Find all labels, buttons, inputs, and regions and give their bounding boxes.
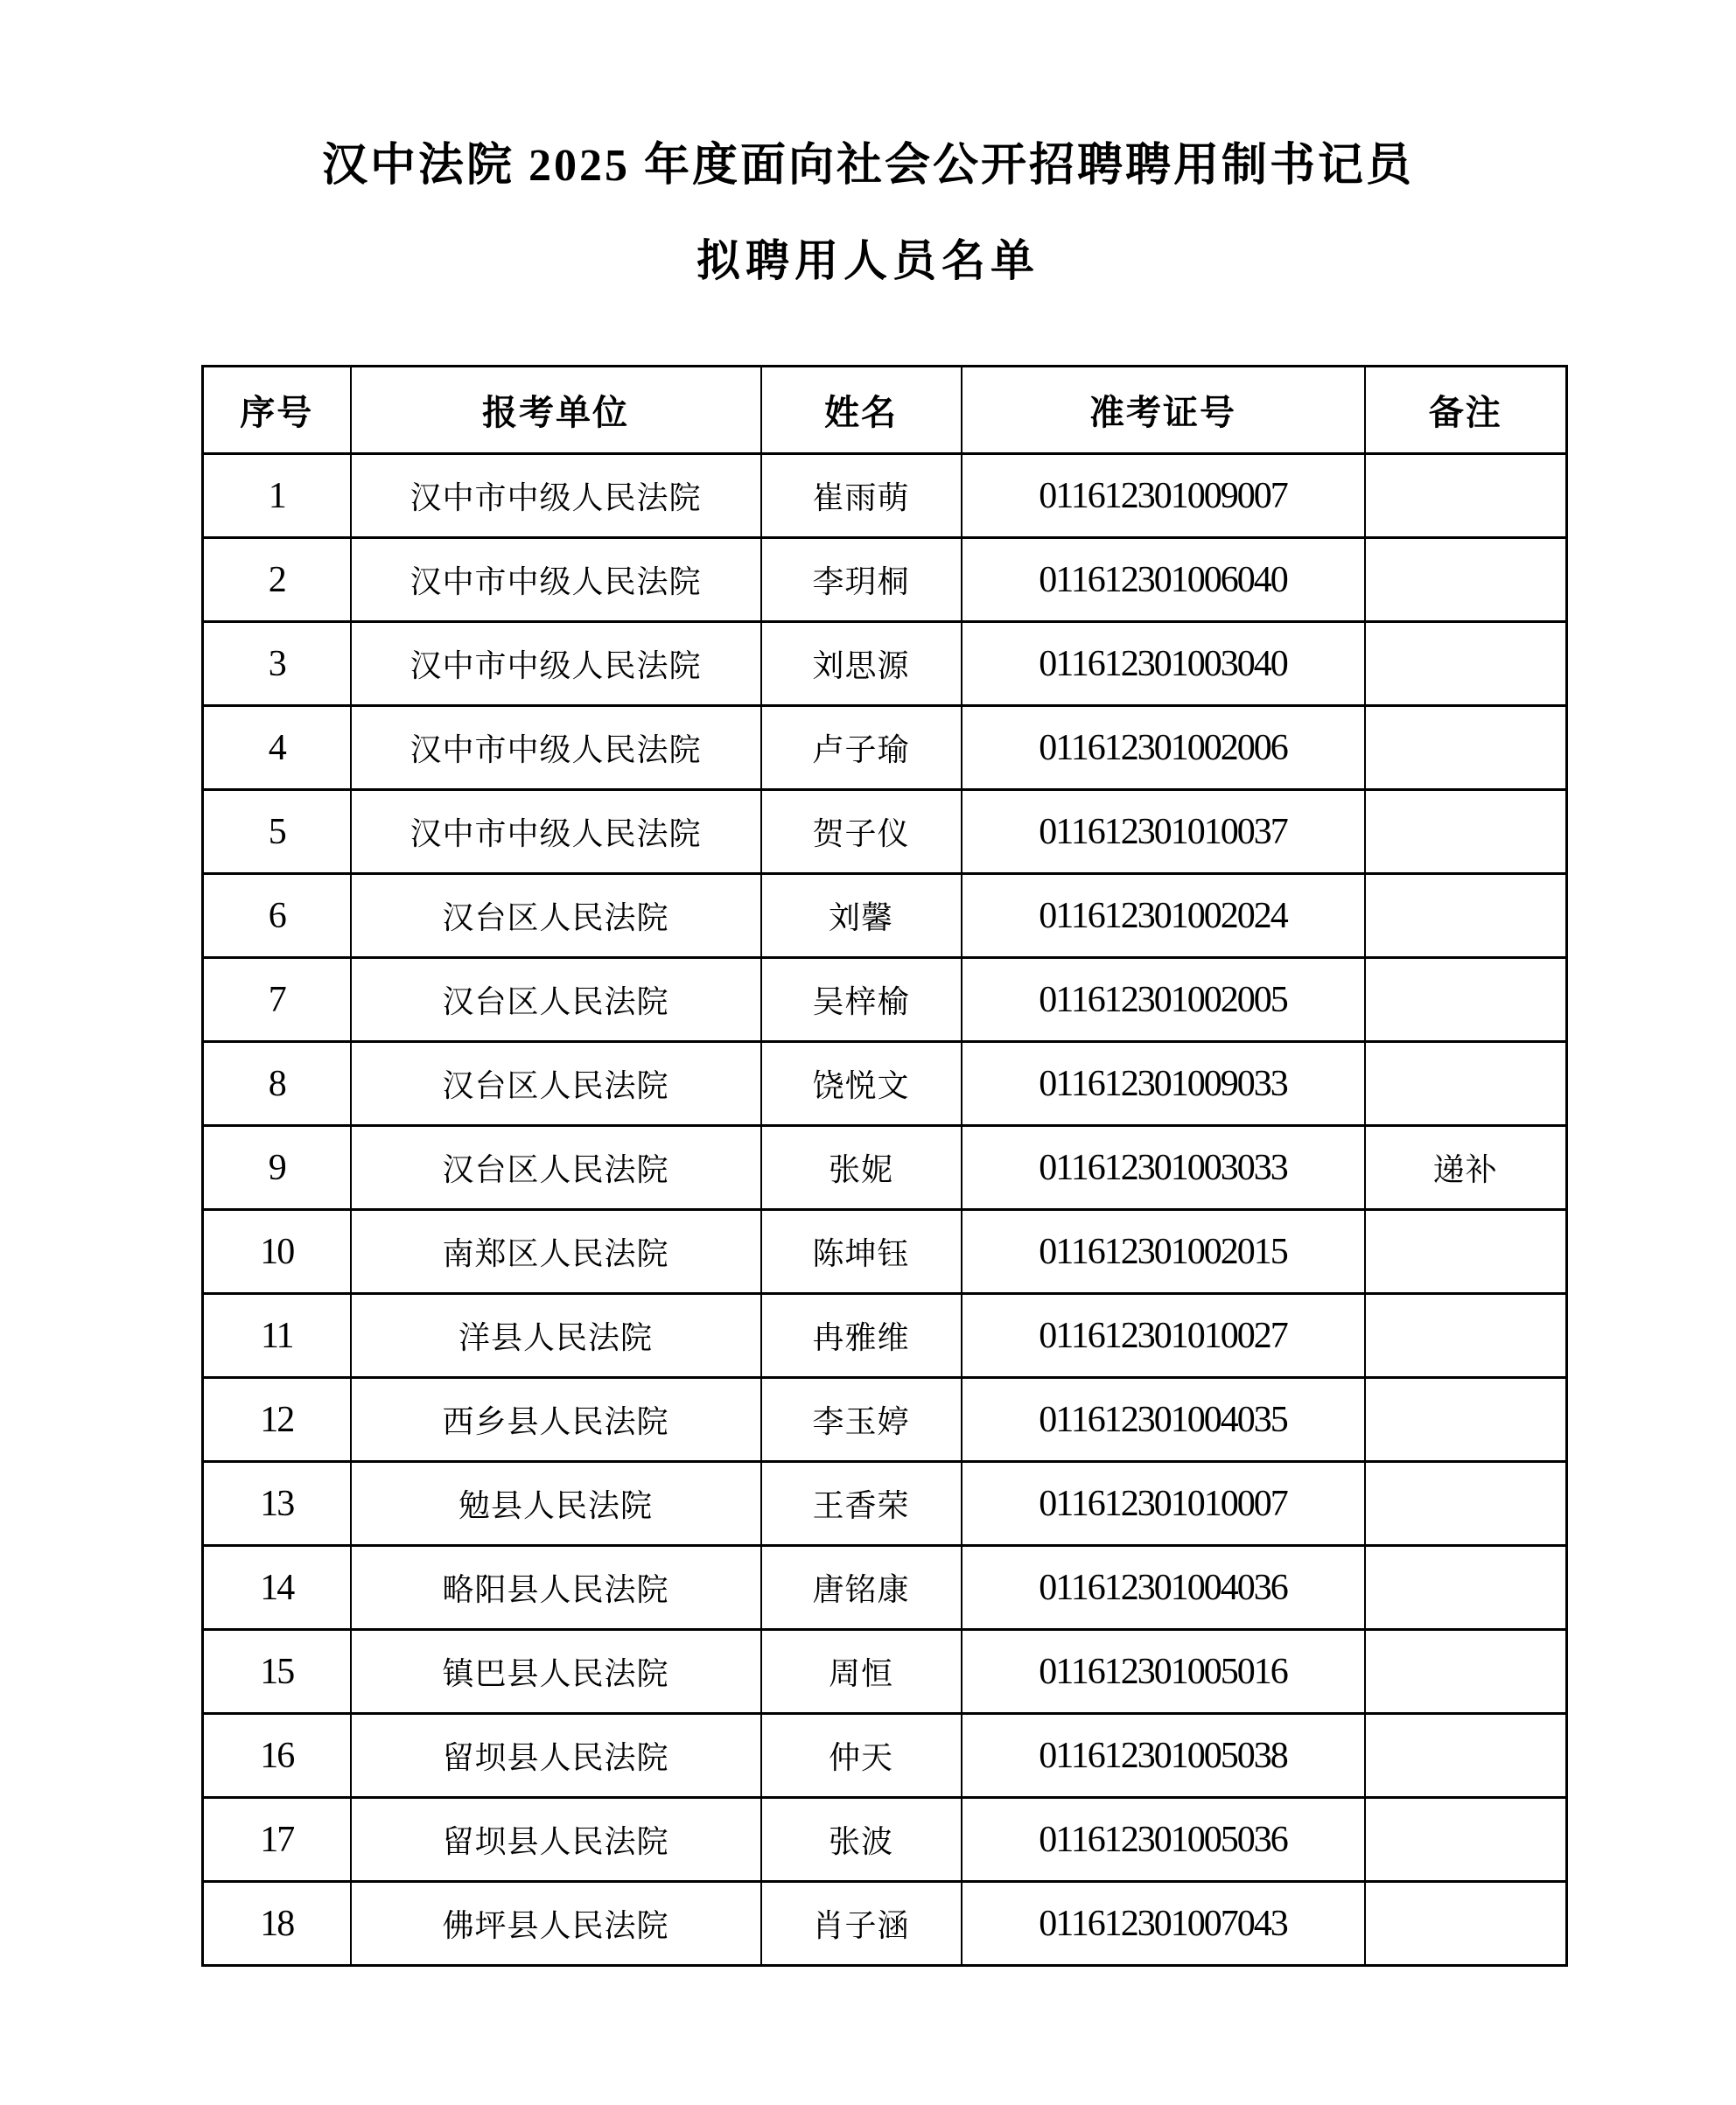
cell-serial-number: 4 [203,706,351,790]
cell-remark [1365,1882,1567,1966]
cell-serial-number: 7 [203,958,351,1042]
cell-name: 崔雨萌 [761,454,962,538]
hiring-roster-table [201,365,1568,1967]
table-body [203,454,1567,1966]
cell-ticket-number: 011612301010027 [962,1294,1365,1378]
cell-ticket-number: 011612301010007 [962,1462,1365,1546]
cell-applied-unit: 留坝县人民法院 [351,1798,761,1882]
cell-serial-number: 3 [203,622,351,706]
table-row [203,1882,1567,1966]
table-row [203,454,1567,538]
cell-serial-number: 6 [203,874,351,958]
header-remark: 备注 [1365,367,1567,454]
cell-ticket-number: 011612301002024 [962,874,1365,958]
cell-applied-unit: 南郑区人民法院 [351,1210,761,1294]
cell-name: 张波 [761,1798,962,1882]
table-row [203,958,1567,1042]
table-row [203,1546,1567,1630]
cell-remark [1365,874,1567,958]
header-applied-unit: 报考单位 [351,367,761,454]
cell-applied-unit: 汉中市中级人民法院 [351,706,761,790]
cell-serial-number: 5 [203,790,351,874]
document-title-line2: 拟聘用人员名单 [696,236,1040,285]
cell-serial-number: 10 [203,1210,351,1294]
cell-remark [1365,1378,1567,1462]
cell-ticket-number: 011612301010037 [962,790,1365,874]
cell-name: 张妮 [761,1126,962,1210]
cell-remark [1365,454,1567,538]
cell-serial-number: 1 [203,454,351,538]
cell-name: 仲天 [761,1714,962,1798]
cell-remark [1365,1714,1567,1798]
cell-applied-unit: 镇巴县人民法院 [351,1630,761,1714]
cell-remark [1365,706,1567,790]
document-title-line1: 汉中法院 2025 年度面向社会公开招聘聘用制书记员 [321,141,1414,191]
cell-applied-unit: 汉台区人民法院 [351,1126,761,1210]
cell-name: 刘馨 [761,874,962,958]
cell-applied-unit: 汉台区人民法院 [351,874,761,958]
cell-name: 冉雅维 [761,1294,962,1378]
cell-serial-number: 13 [203,1462,351,1546]
cell-remark: 递补 [1365,1126,1567,1210]
table-row [203,538,1567,622]
cell-remark [1365,538,1567,622]
cell-remark [1365,1546,1567,1630]
cell-name: 唐铭康 [761,1546,962,1630]
table-header-row [203,367,1567,454]
cell-serial-number: 16 [203,1714,351,1798]
cell-ticket-number: 011612301002015 [962,1210,1365,1294]
cell-serial-number: 11 [203,1294,351,1378]
cell-applied-unit: 汉台区人民法院 [351,1042,761,1126]
cell-ticket-number: 011612301009007 [962,454,1365,538]
cell-ticket-number: 011612301006040 [962,538,1365,622]
cell-applied-unit: 西乡县人民法院 [351,1378,761,1462]
cell-name: 吴梓榆 [761,958,962,1042]
cell-serial-number: 2 [203,538,351,622]
table-row [203,706,1567,790]
cell-ticket-number: 011612301004036 [962,1546,1365,1630]
table-row [203,1126,1567,1210]
cell-ticket-number: 011612301003040 [962,622,1365,706]
cell-applied-unit: 略阳县人民法院 [351,1546,761,1630]
cell-name: 陈坤钰 [761,1210,962,1294]
table-row [203,1294,1567,1378]
cell-remark [1365,1042,1567,1126]
cell-remark [1365,790,1567,874]
cell-remark [1365,1630,1567,1714]
cell-serial-number: 18 [203,1882,351,1966]
cell-name: 贺子仪 [761,790,962,874]
table-row [203,1378,1567,1462]
cell-applied-unit: 汉中市中级人民法院 [351,454,761,538]
cell-remark [1365,1210,1567,1294]
cell-remark [1365,1462,1567,1546]
cell-ticket-number: 011612301002005 [962,958,1365,1042]
cell-applied-unit: 留坝县人民法院 [351,1714,761,1798]
cell-remark [1365,1294,1567,1378]
cell-remark [1365,958,1567,1042]
table-row [203,1798,1567,1882]
cell-ticket-number: 011612301009033 [962,1042,1365,1126]
cell-serial-number: 12 [203,1378,351,1462]
table-row [203,790,1567,874]
cell-serial-number: 8 [203,1042,351,1126]
cell-ticket-number: 011612301004035 [962,1378,1365,1462]
cell-applied-unit: 汉台区人民法院 [351,958,761,1042]
header-name: 姓名 [761,367,962,454]
cell-name: 肖子涵 [761,1882,962,1966]
cell-serial-number: 15 [203,1630,351,1714]
cell-name: 李玥桐 [761,538,962,622]
cell-name: 李玉婷 [761,1378,962,1462]
cell-ticket-number: 011612301005016 [962,1630,1365,1714]
cell-applied-unit: 汉中市中级人民法院 [351,790,761,874]
table-row [203,874,1567,958]
cell-applied-unit: 洋县人民法院 [351,1294,761,1378]
cell-ticket-number: 011612301005038 [962,1714,1365,1798]
table-row [203,1462,1567,1546]
cell-name: 刘思源 [761,622,962,706]
table-row [203,622,1567,706]
cell-remark [1365,1798,1567,1882]
cell-ticket-number: 011612301007043 [962,1882,1365,1966]
cell-applied-unit: 汉中市中级人民法院 [351,622,761,706]
table-row [203,1630,1567,1714]
cell-serial-number: 17 [203,1798,351,1882]
cell-ticket-number: 011612301003033 [962,1126,1365,1210]
cell-ticket-number: 011612301002006 [962,706,1365,790]
header-ticket-number: 准考证号 [962,367,1365,454]
cell-ticket-number: 011612301005036 [962,1798,1365,1882]
cell-applied-unit: 勉县人民法院 [351,1462,761,1546]
cell-applied-unit: 汉中市中级人民法院 [351,538,761,622]
cell-name: 王香荣 [761,1462,962,1546]
table-row [203,1210,1567,1294]
header-serial-number: 序号 [203,367,351,454]
cell-serial-number: 14 [203,1546,351,1630]
table-row [203,1714,1567,1798]
cell-serial-number: 9 [203,1126,351,1210]
table-row [203,1042,1567,1126]
cell-name: 饶悦文 [761,1042,962,1126]
cell-remark [1365,622,1567,706]
cell-name: 卢子瑜 [761,706,962,790]
cell-applied-unit: 佛坪县人民法院 [351,1882,761,1966]
cell-name: 周恒 [761,1630,962,1714]
